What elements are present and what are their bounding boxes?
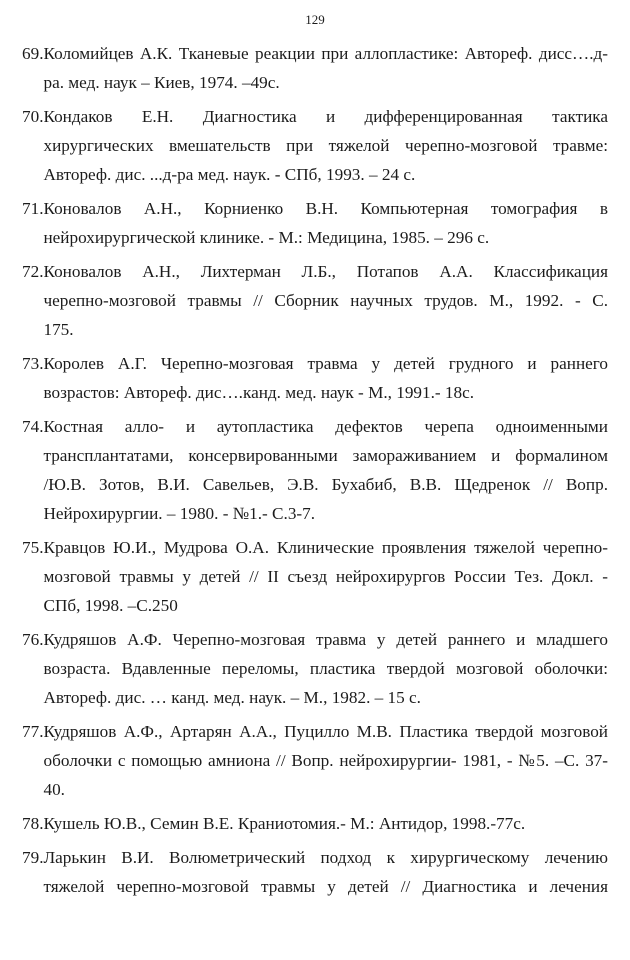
reference-line: Коновалов А.Н., Корниенко В.Н. Компьютерная томография в <box>43 199 608 218</box>
reference-item <box>22 843 608 901</box>
reference-text <box>43 809 608 838</box>
reference-line: Костная алло- и аутопластика дефектов черепа одноименными <box>43 417 608 436</box>
reference-line: нейрохирургической клинике. - М.: Медицина, 1985. – 296 с. <box>43 228 490 247</box>
reference-line: возрастов: Автореф. дис….канд. мед. наук - М., 1991.- 18с. <box>43 383 475 402</box>
reference-line: трансплантатами, консервированными замораживанием и формалином <box>43 446 608 465</box>
page-number: 129 <box>305 12 325 27</box>
reference-line: Кудряшов А.Ф. Черепно-мозговая травма у детей раннего и младшего <box>43 630 608 649</box>
reference-line: тяжелой черепно-мозговой травмы у детей // Диагностика и лечения <box>43 877 608 896</box>
reference-number: 71. <box>22 199 44 218</box>
reference-item <box>22 533 608 620</box>
reference-text <box>43 533 608 620</box>
reference-list <box>22 39 608 901</box>
reference-line: оболочки с помощью амниона // Вопр. нейрохирургии- 1981, - №5. –С. 37- <box>43 751 608 770</box>
reference-line: мозговой травмы у детей // II съезд нейрохирургов России Тез. Докл. - <box>43 567 608 586</box>
reference-line: 175. <box>43 320 74 339</box>
reference-line: 40. <box>43 780 65 799</box>
reference-text <box>43 39 608 97</box>
reference-number: 79. <box>22 848 44 867</box>
reference-number: 72. <box>22 262 44 281</box>
reference-text <box>43 717 608 804</box>
reference-line: Автореф. дис. ...д-ра мед. наук. - СПб, 1993. – 24 с. <box>43 165 416 184</box>
reference-line: Кравцов Ю.И., Мудрова О.А. Клинические проявления тяжелой черепно- <box>43 538 608 557</box>
reference-number: 75. <box>22 538 44 557</box>
reference-text <box>43 349 608 407</box>
reference-item <box>22 809 608 838</box>
reference-line: возраста. Вдавленные переломы, пластика твердой мозговой оболочки: <box>43 659 608 678</box>
reference-line: ра. мед. наук – Киев, 1974. –49с. <box>43 73 280 92</box>
reference-text <box>43 843 608 901</box>
reference-line: Ларькин В.И. Волюметрический подход к хирургическому лечению <box>43 848 608 867</box>
reference-line: Автореф. дис. … канд. мед. наук. – М., 1982. – 15 с. <box>43 688 421 707</box>
reference-item <box>22 102 608 189</box>
reference-item <box>22 194 608 252</box>
reference-line: Кушель Ю.В., Семин В.Е. Краниотомия.- М.: Антидор, 1998.-77с. <box>43 814 526 833</box>
reference-line: черепно-мозговой травмы // Сборник научных трудов. М., 1992. - С. <box>43 291 608 310</box>
reference-number: 74. <box>22 417 44 436</box>
reference-line: Кудряшов А.Ф., Артарян А.А., Пуцилло М.В. Пластика твердой мозговой <box>43 722 608 741</box>
reference-number: 73. <box>22 354 44 373</box>
reference-item <box>22 717 608 804</box>
reference-number: 78. <box>22 814 44 833</box>
reference-line: Кондаков Е.Н. Диагностика и дифференцированная тактика <box>43 107 608 126</box>
reference-text <box>43 625 608 712</box>
reference-text <box>43 194 608 252</box>
reference-line: Королев А.Г. Черепно-мозговая травма у детей грудного и раннего <box>43 354 608 373</box>
reference-text <box>43 102 608 189</box>
reference-line: Нейрохирургии. – 1980. - №1.- С.3-7. <box>43 504 316 523</box>
reference-item <box>22 257 608 344</box>
reference-number: 76. <box>22 630 44 649</box>
reference-item <box>22 625 608 712</box>
reference-line: Коломийцев А.К. Тканевые реакции при аллопластике: Автореф. дисс….д- <box>43 44 608 63</box>
reference-number: 70. <box>22 107 44 126</box>
reference-item <box>22 39 608 97</box>
reference-line: СПб, 1998. –С.250 <box>43 596 178 615</box>
reference-line: Коновалов А.Н., Лихтерман Л.Б., Потапов А.А. Классификация <box>43 262 608 281</box>
reference-item <box>22 412 608 528</box>
reference-text <box>43 412 608 528</box>
reference-item <box>22 349 608 407</box>
reference-line: /Ю.В. Зотов, В.И. Савельев, Э.В. Бухабиб, В.В. Щедренок // Вопр. <box>43 475 608 494</box>
reference-line: хирургических вмешательств при тяжелой черепно-мозговой травме: <box>43 136 608 155</box>
reference-number: 69. <box>22 44 44 63</box>
reference-number: 77. <box>22 722 44 741</box>
reference-text <box>43 257 608 344</box>
